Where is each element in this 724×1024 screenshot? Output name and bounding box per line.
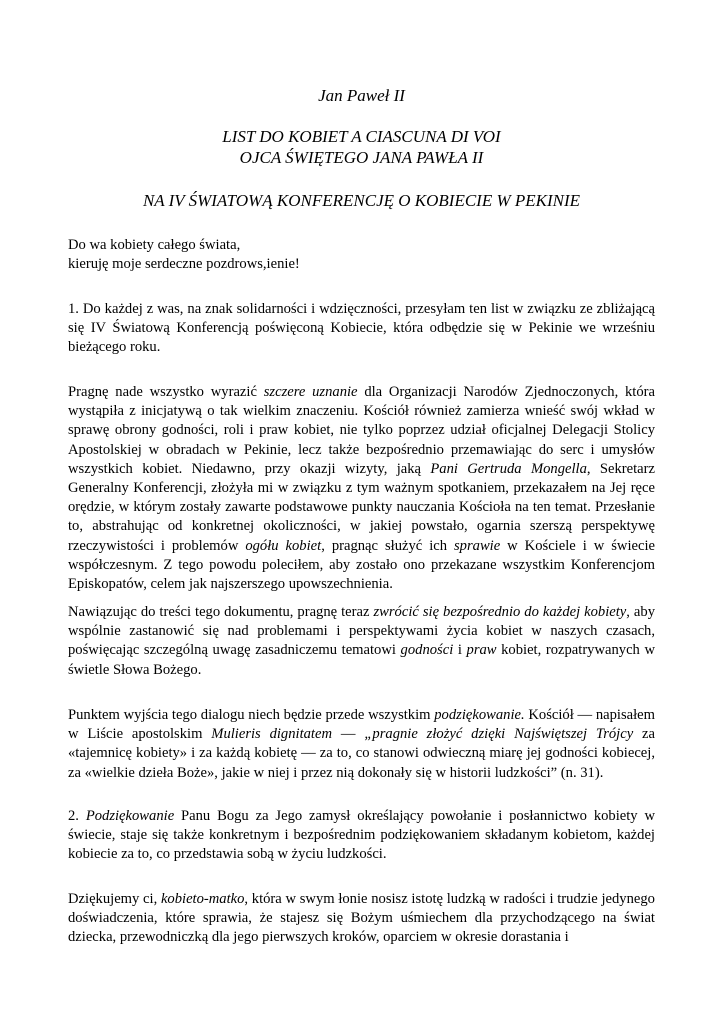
- paragraph-4-text-d: za «tajemnicę kobiety» i za każdą kobietę — za to, co stanowi odwieczną miarę jej godności kobiecej, za «wielkie dzieła Boże», jakie w niej i przez nią dokonały się w historii ludzkości” (n. 31).: [68, 726, 656, 781]
- paragraph-4-emphasis-1: podziękowanie.: [434, 707, 525, 723]
- title-line-2: OJCA ŚWIĘTEGO JANA PAWŁA II: [239, 148, 484, 167]
- paragraph-1: 1. Do każdej z was, na znak solidarności i wdzięczności, przesyłam ten list w związku ze zbliżającą się IV Światową Konferencją poświęconą Kobiecie, która odbędzie się w Pekinie we wrześniu bieżącego roku.: [68, 301, 655, 356]
- paragraph-4-text-c: —: [332, 726, 365, 743]
- greeting-line-1: Do wa kobiety całego świata,: [68, 237, 241, 253]
- title-line-1: LIST DO KOBIET A CIASCUNA DI VOI: [222, 127, 501, 146]
- paragraph-2-text-d: , pragnąc służyć ich: [321, 537, 454, 554]
- paragraph-5-text-a: 2.: [68, 808, 86, 824]
- paragraph-3-text-d: kobiet, rozpatrywanych w świetle Słowa Bożego.: [68, 642, 655, 678]
- paragraph-4-text-a: Punktem wyjścia tego dialogu niech będzie przede wszystkim: [68, 707, 435, 723]
- paragraph-4-text-b: Kościół — napisałem w Liście apostolskim: [68, 707, 656, 743]
- paragraph-3-emphasis-1: zwrócić się bezpośrednio do każdej kobiety: [373, 604, 627, 620]
- author-heading: Jan Paweł II: [318, 86, 405, 105]
- paragraph-4-emphasis-3: „pragnie złożyć dzięki Najświętszej Trójcy: [364, 726, 634, 743]
- paragraph-6-text-b: , która w swym łonie nosisz istotę ludzką w radości i trudzie jedynego doświadczenia, które sprawia, że stajesz się Bożym uśmiechem dla przychodzącego na świat dziecka, przewodniczką dla jego pierwszych kroków, oparciem w okresie dorastania i: [68, 891, 655, 946]
- paragraph-2-text-b: dla Organizacji Narodów Zjednoczonych, która wystąpiła z inicjatywą o tak wielkim znaczeniu. Kościół również zamierza wnieść swój wkład w sprawę obrony godności, roli i praw kobiet, nie tylko poprzez udział oficjalnej Delegacji Stolicy Apostolskiej w obradach w Pekinie, lecz także bezpośrednio przemawiając do serc i umysłów wszystkich kobiet. Niedawno, przy okazji wizyty, jaką: [68, 384, 655, 477]
- paragraph-3-text-a: Nawiązując do treści tego dokumentu, pragnę teraz: [68, 604, 374, 620]
- paragraph-6-emphasis-1: kobieto-matko: [160, 891, 245, 907]
- paragraph-2-emphasis-3: ogółu kobiet: [245, 537, 322, 554]
- paragraph-4-emphasis-2: Mulieris dignitatem: [211, 726, 333, 743]
- paragraph-6: [68, 890, 655, 948]
- paragraph-2-emphasis-4: sprawie: [454, 537, 501, 554]
- paragraph-2-emphasis-2: Pani Gertruda Mongella: [430, 460, 587, 477]
- paragraph-6-text-a: Dziękujemy ci,: [68, 891, 161, 907]
- paragraph-3: [68, 603, 655, 680]
- paragraph-3-text-b: , aby wspólnie zastanowić się nad problemami i perspektywami życia kobiet w naszych czasach, poświęcając szczególną uwagę zasadniczemu tematowi: [68, 604, 655, 659]
- paragraph-3-emphasis-3: praw: [466, 642, 497, 659]
- paragraph-2-text-e: w Kościele i w świecie współczesnym. Z tego powodu poleciłem, aby zostało ono przekazane wszystkim Konferencjom Episkopatów, celem jak najszerszego upowszechnienia.: [68, 537, 655, 593]
- subtitle-heading: NA IV ŚWIATOWĄ KONFERENCJĘ O KOBIECIE W PEKINIE: [142, 191, 581, 210]
- paragraph-5: [68, 807, 655, 865]
- greeting-line-2: kieruję moje serdeczne pozdrows,ienie!: [68, 256, 300, 273]
- paragraph-2: [68, 383, 655, 594]
- paragraph-5-emphasis-1: Podziękowanie: [85, 808, 175, 824]
- paragraph-2-text-c: , Sekretarz Generalny Konferencji, złożyła mi w związku z tym ważnym spotkaniem, przekazałem na Jej ręce orędzie, w którym zostały zawarte podstawowe punkty nauczania Kościoła na ten temat. Przesłanie to, abstrahując od konkretnej okoliczności, w jakiej powstało, ogarnia szerszą perspektywę rzeczywistości i problemów: [68, 460, 655, 554]
- greeting: [68, 236, 655, 274]
- paragraph-3-text-c: i: [453, 642, 467, 659]
- paragraph-5-text-b: Panu Bogu za Jego zamysł określający powołanie i posłannictwo kobiety w świecie, staje się także konkretnym i bezpośrednim podziękowaniem składanym kobietom, każdej kobiecie za to, co przedstawia sobą w życiu ludzkości.: [68, 808, 655, 863]
- paragraph-3-emphasis-2: godności: [400, 642, 454, 659]
- paragraph-2-emphasis-1: szczere uznanie: [263, 384, 358, 400]
- paragraph-2-text-a: Pragnę nade wszystko wyrazić: [68, 384, 264, 400]
- paragraph-4: [68, 706, 655, 783]
